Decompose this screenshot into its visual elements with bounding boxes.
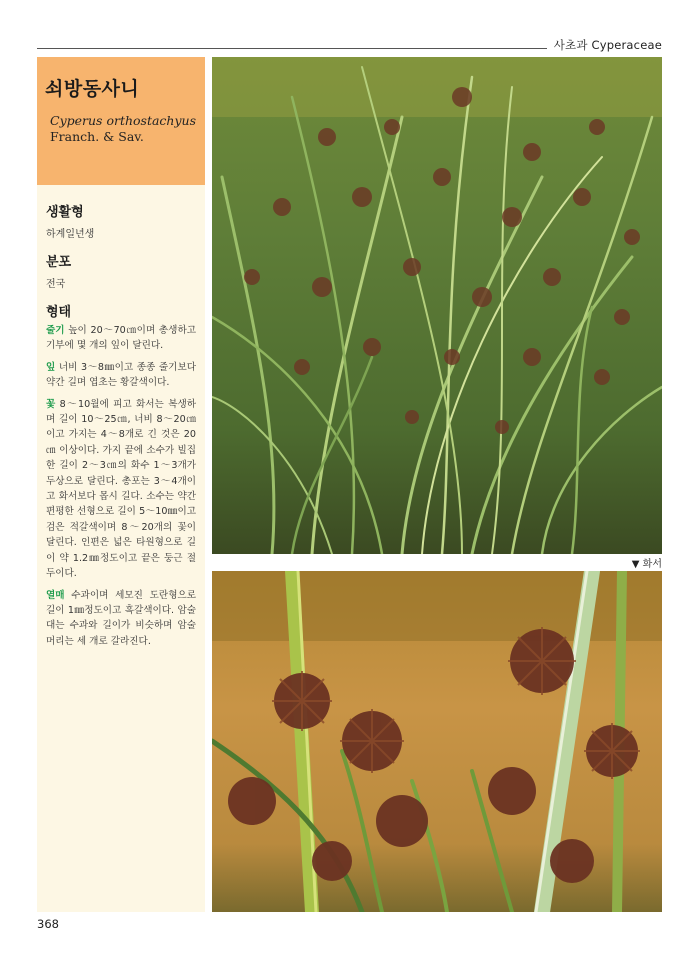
header-rule (37, 48, 547, 49)
page-number: 368 (37, 917, 59, 931)
info-panel (37, 185, 205, 912)
morphology-item-stem: 줄기 높이 20～70㎝이며 총생하고 기부에 몇 개의 잎이 달린다. (46, 325, 196, 352)
life-form-text: 하계일년생 (46, 229, 95, 240)
morphology-heading: 형태 (46, 305, 72, 320)
morphology-item-fruit: 열매 수과이며 세모진 도란형으로 길이 1㎜정도이고 흑갈색이다. 암술대는 수과와 길이가 비슷하며 암술머리는 세 개로 갈라진다. (46, 589, 196, 647)
plant-habit-photo (212, 57, 662, 554)
species-name-korean: 쇠방동사니 (45, 78, 140, 100)
scientific-name (50, 113, 196, 145)
title-box (37, 57, 205, 185)
section-label: 사초과 Cyperaceae (553, 38, 662, 52)
inflorescence-caption: ▼ 화서 (631, 559, 662, 570)
life-form-heading: 생활형 (46, 205, 84, 220)
distribution-text: 전국 (46, 279, 66, 290)
author-citation: Franch. & Sav. (50, 129, 144, 144)
morphology-body (46, 323, 196, 655)
morphology-item-leaf: 잎 너비 3～8㎜이고 종종 줄기보다 약간 길며 엽초는 황갈색이다. (46, 361, 196, 389)
latin-name: Cyperus orthostachyus (50, 113, 197, 128)
distribution-heading: 분포 (46, 255, 72, 270)
morphology-item-flower: 꽃 8～10월에 피고 화서는 복생하며 길이 10～25㎝, 너비 8～20㎝이고 가지는 4～8개로 긴 것은 20㎝ 이상이다. 가지 끝에 소수가 빌집한 길이 2～3㎝의 화수 1～3개가 두상으로 달린다. 총포는 3～4개이고 화서보다 몹시 길다. 소수는 약간 편평한 선형으로 길이 5～10㎜이고 검은 적갈색이며 8～20개의 꽃이 달린다. 인편은 넓은 타원형으로 길이 약 1.2㎜정도이고 끝은 둥근 절두이다. (46, 398, 196, 580)
inflorescence-photo (212, 571, 662, 912)
